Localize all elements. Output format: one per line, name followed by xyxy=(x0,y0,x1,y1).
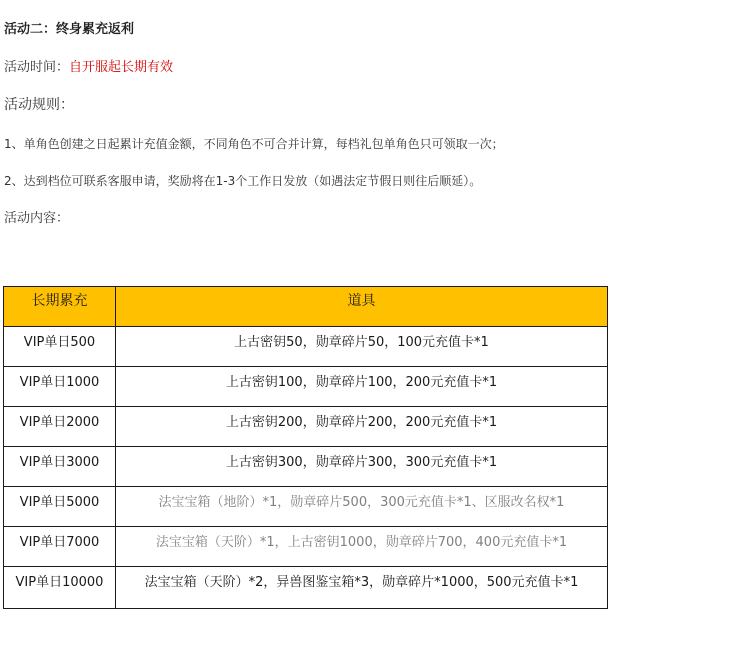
content-heading: 活动内容： xyxy=(4,211,70,226)
rule-item-1: 1、单角色创建之日起累计充值金额，不同角色不可合并计算，每档礼包单角色只可领取一次； xyxy=(4,137,504,151)
items-cell: 上古密钥300，勋章碎片300，300元充值卡*1 xyxy=(116,447,608,487)
table-row xyxy=(4,447,608,487)
table-row xyxy=(4,567,608,609)
rules-heading: 活动规则： xyxy=(4,97,74,113)
activity-time-label: 活动时间： xyxy=(4,60,70,75)
activity-time-value: 自开服起长期有效 xyxy=(69,60,174,75)
table-row xyxy=(4,407,608,447)
tier-cell: VIP单日10000 xyxy=(4,567,116,609)
column-header-tier: 长期累充 xyxy=(4,287,116,327)
tier-cell: VIP单日1000 xyxy=(4,367,116,407)
items-cell: 法宝宝箱（天阶）*2，异兽图鉴宝箱*3，勋章碎片*1000，500元充值卡*1 xyxy=(116,567,608,609)
tier-cell: VIP单日2000 xyxy=(4,407,116,447)
tier-cell: VIP单日500 xyxy=(4,327,116,367)
tier-cell: VIP单日5000 xyxy=(4,487,116,527)
activity-title: 活动二：终身累充返利 xyxy=(4,22,135,37)
tier-cell: VIP单日7000 xyxy=(4,527,116,567)
rewards-table xyxy=(3,286,608,609)
items-cell: 上古密钥50，勋章碎片50，100元充值卡*1 xyxy=(116,327,608,367)
tier-cell: VIP单日3000 xyxy=(4,447,116,487)
activity-time xyxy=(4,60,173,76)
items-cell: 法宝宝箱（地阶）*1，勋章碎片500，300元充值卡*1、区服改名权*1 xyxy=(116,487,608,527)
column-header-items: 道具 xyxy=(116,287,608,327)
table-row xyxy=(4,327,608,367)
table-row xyxy=(4,487,608,527)
rule-item-2: 2、达到档位可联系客服申请，奖励将在1-3个工作日发放（如遇法定节假日则往后顺延）。 xyxy=(4,174,482,188)
table-row xyxy=(4,367,608,407)
items-cell: 法宝宝箱（天阶）*1，上古密钥1000，勋章碎片700，400元充值卡*1 xyxy=(116,527,608,567)
items-cell: 上古密钥100，勋章碎片100，200元充值卡*1 xyxy=(116,367,608,407)
table-header-row xyxy=(4,287,608,327)
items-cell: 上古密钥200，勋章碎片200，200元充值卡*1 xyxy=(116,407,608,447)
table-row xyxy=(4,527,608,567)
